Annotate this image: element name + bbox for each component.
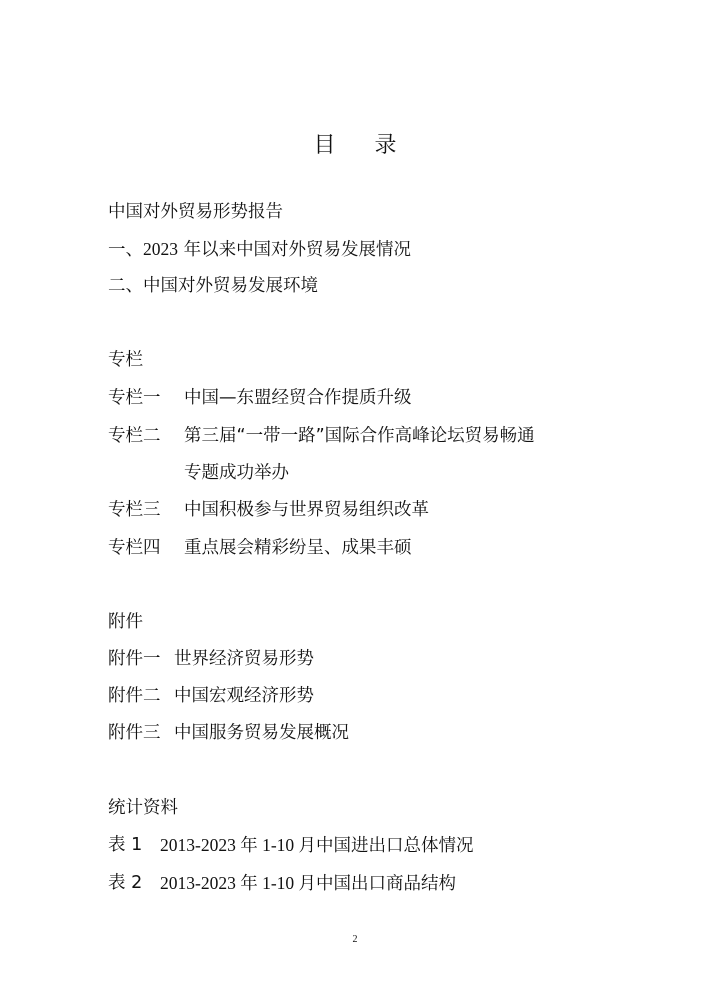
page-number: 2 (352, 934, 358, 945)
table-item-text: 2013-2023 年 1-10 月中国进出口总体情况 (160, 835, 474, 855)
appendix-heading: 附件 (108, 612, 143, 632)
column-item-text: 中国—东盟经贸合作提质升级 (184, 388, 412, 408)
column-item-4 (108, 536, 412, 560)
column-item-text: 重点展会精彩纷呈、成果丰硕 (184, 538, 412, 558)
column-item-2 (108, 424, 535, 448)
table-item-label: 表 1 (108, 835, 143, 855)
toc-item-1-text: 年以来中国对外贸易发展情况 (178, 240, 412, 260)
table-item-text: 2013-2023 年 1-10 月中国出口商品结构 (160, 873, 457, 893)
column-item-text-cont: 专题成功举办 (184, 463, 289, 483)
column-item-label: 专栏一 (108, 388, 161, 408)
appendix-item-text: 中国服务贸易发展概况 (174, 723, 349, 743)
table-item-label: 表 2 (108, 873, 143, 893)
appendix-item-2 (108, 684, 314, 708)
column-item-text: 第三届“一带一路”国际合作高峰论坛贸易畅通 (184, 426, 535, 446)
appendix-item-text: 中国宏观经济形势 (174, 686, 314, 706)
column-item-3 (108, 498, 429, 522)
table-item-1 (108, 833, 474, 857)
toc-title: 目 录 (313, 133, 413, 158)
columns-heading: 专栏 (108, 350, 143, 370)
column-item-label: 专栏二 (108, 426, 161, 446)
column-item-1 (108, 386, 412, 410)
toc-item-1-year: 2023 (143, 239, 178, 259)
appendix-item-label: 附件二 (108, 686, 161, 706)
appendix-item-label: 附件三 (108, 723, 161, 743)
table-item-2 (108, 871, 457, 895)
appendix-item-label: 附件一 (108, 649, 161, 669)
appendix-item-1 (108, 647, 314, 671)
appendix-item-3 (108, 721, 349, 745)
appendix-item-text: 世界经济贸易形势 (174, 649, 314, 669)
column-item-label: 专栏三 (108, 500, 161, 520)
toc-item-1-prefix: 一、 (108, 240, 143, 260)
toc-item-2: 二、中国对外贸易发展环境 (108, 276, 318, 296)
toc-item-1 (108, 237, 411, 262)
report-heading: 中国对外贸易形势报告 (108, 202, 283, 222)
column-item-label: 专栏四 (108, 538, 161, 558)
column-item-text: 中国积极参与世界贸易组织改革 (184, 500, 429, 520)
statistics-heading: 统计资料 (108, 798, 178, 818)
